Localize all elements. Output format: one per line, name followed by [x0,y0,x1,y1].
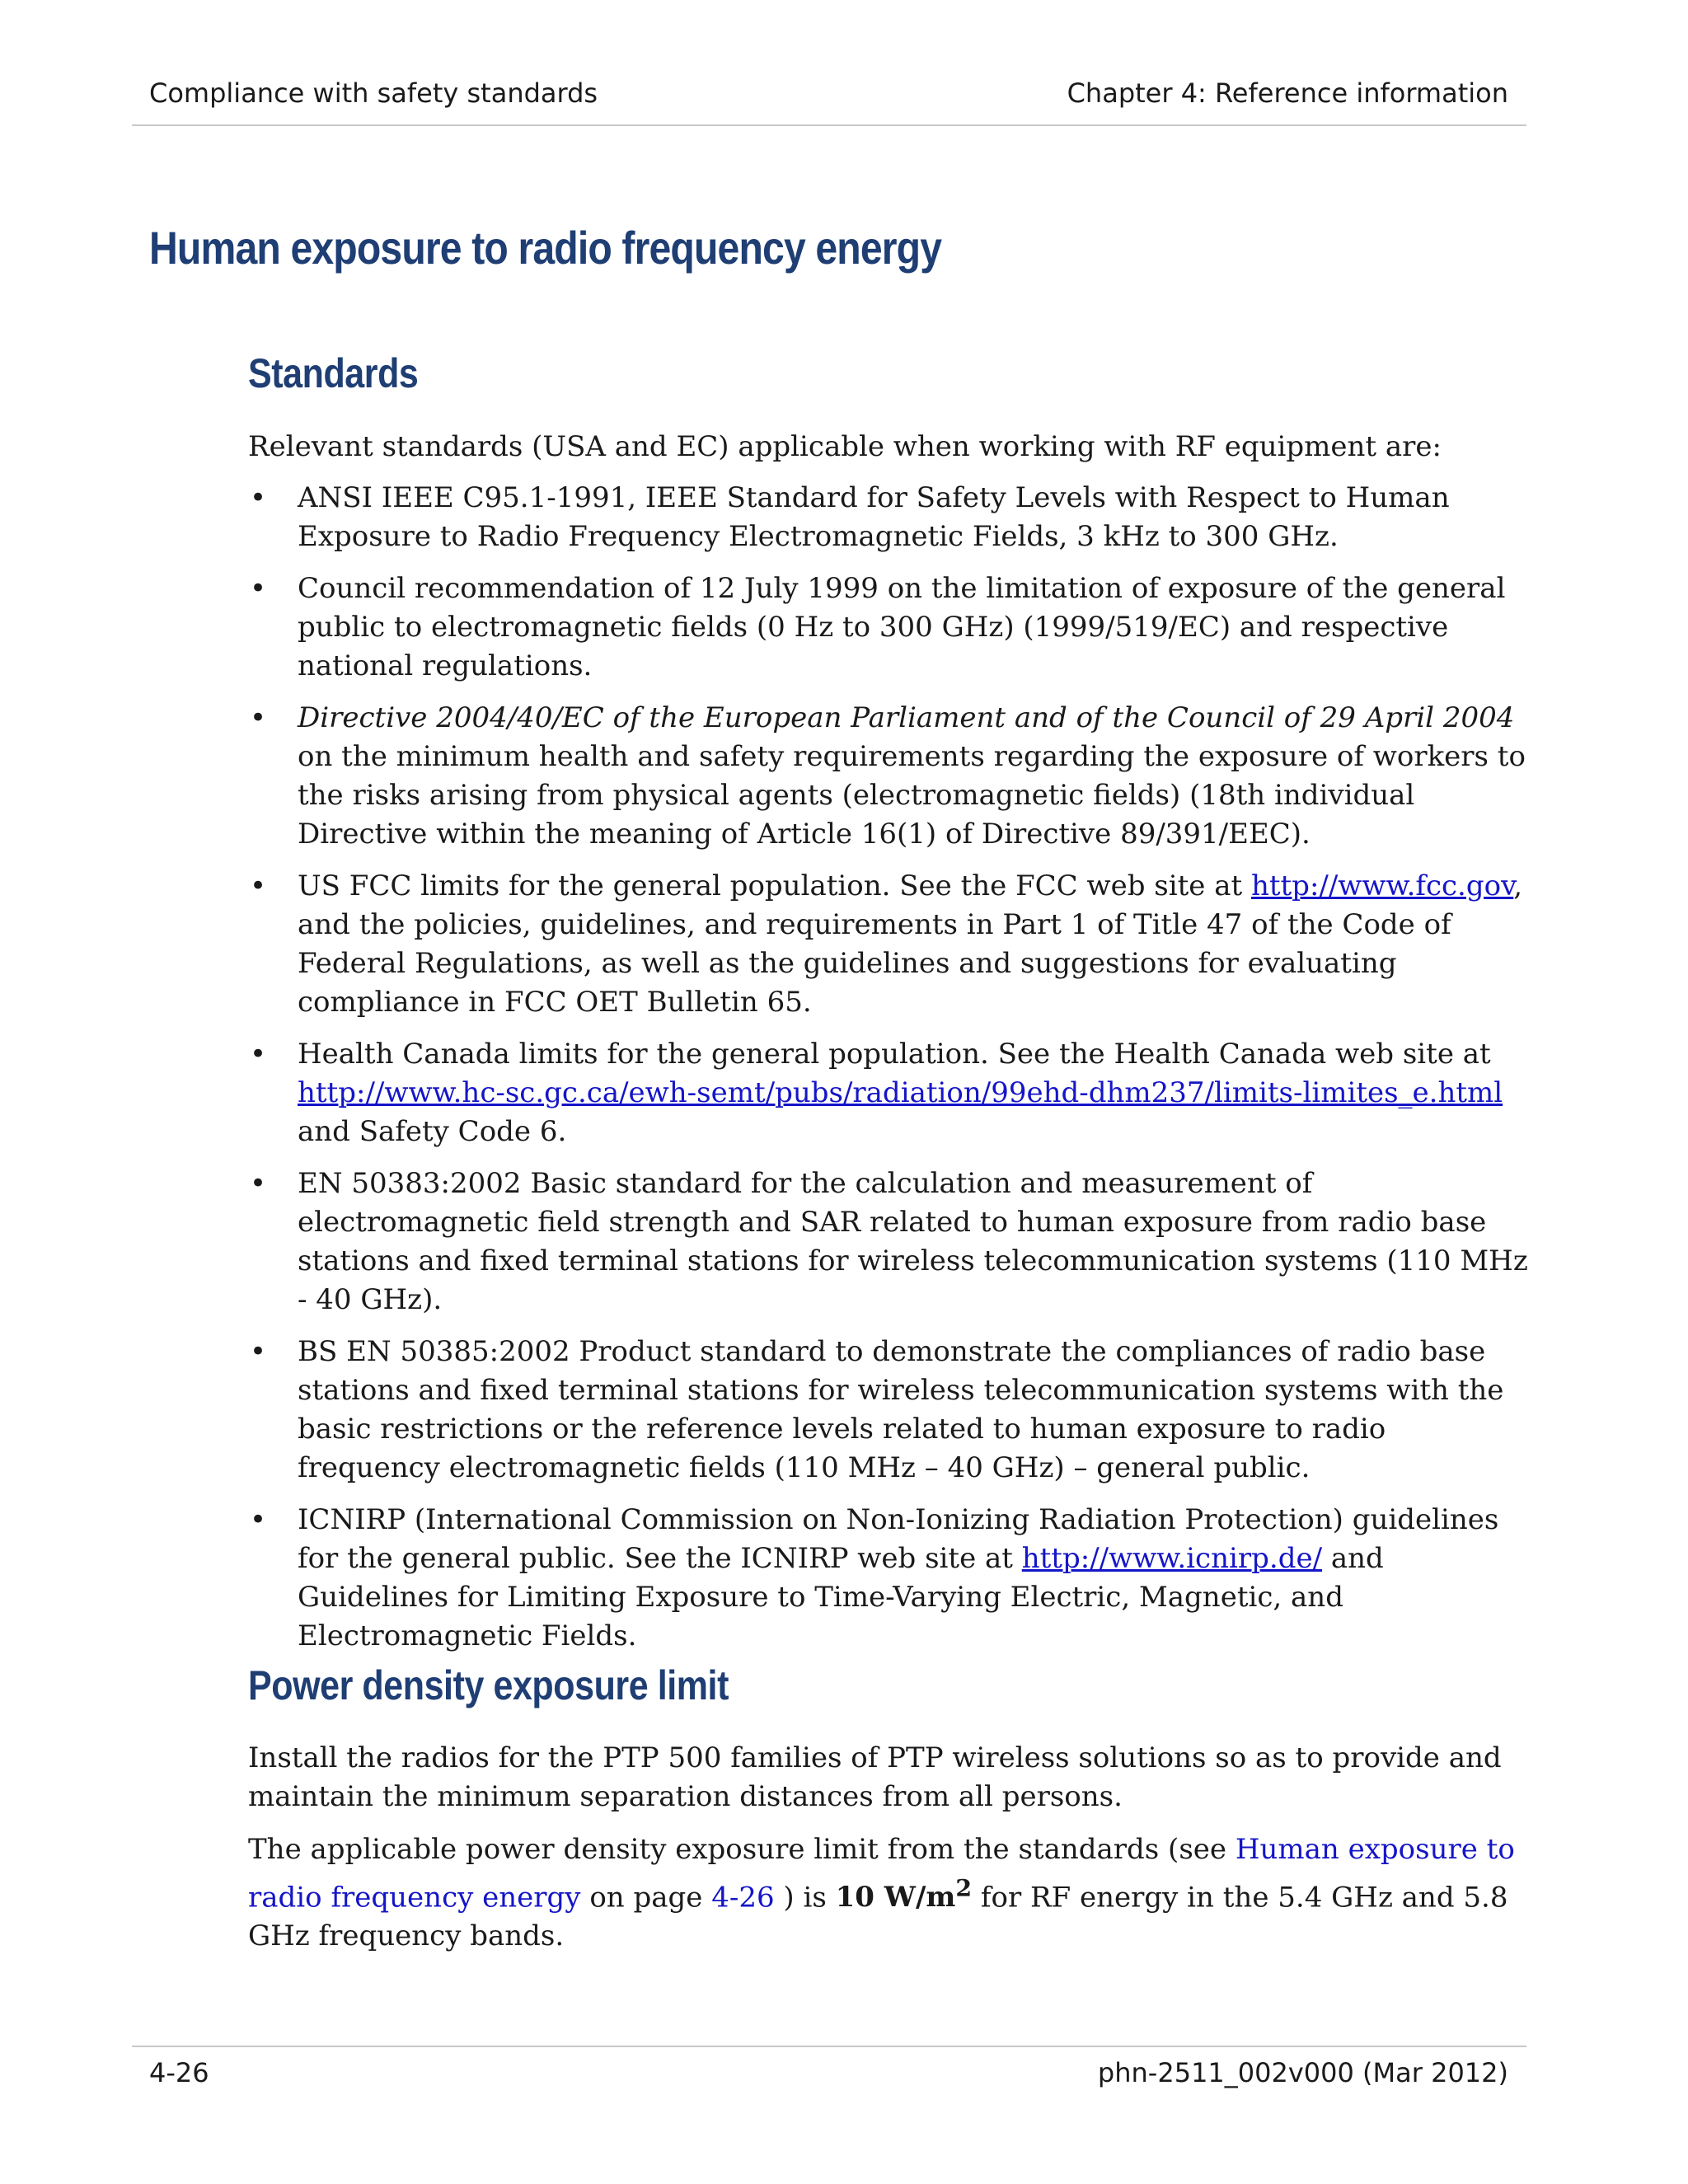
document-id: phn-2511_002v000 (Mar 2012) [1097,2057,1508,2088]
power-paragraph-1 [248,1739,1534,1816]
list-item [248,479,1534,556]
paragraph-text: The applicable power density exposure limit from the standards (see [248,1833,1236,1866]
header-section-title: Compliance with safety standards [149,77,598,109]
page-number: 4-26 [149,2057,209,2088]
header-divider [132,124,1526,126]
power-paragraph-2-text [248,1830,1534,1956]
bullet-icon: • [250,1038,267,1071]
list-item [248,569,1534,686]
standards-list [248,479,1534,1669]
paragraph-text: on page [580,1881,712,1915]
list-item-text: and Safety Code 6. [298,1115,567,1148]
list-item-text: BS EN 50385:2002 Product standard to demonstrate the compliances of radio base stations and fixed terminal stations for wireless telecommunication systems with the basic restrictions or the reference levels related to human exposure to radio frequency electromagnetic fields (110 MHz – 40 GHz) – general public. [298,1335,1504,1484]
power-limit-number: 10 W/m [835,1881,956,1915]
list-item-text: ANSI IEEE C95.1-1991, IEEE Standard for Safety Levels with Respect to Human Exposure to Radio Frequency Electromagnetic Fields, 3 kHz to 300 GHz. [298,481,1450,553]
standards-heading: Standards [248,350,419,396]
page-reference-link[interactable]: 4-26 [711,1881,775,1915]
list-item [248,867,1534,1022]
bullet-icon: • [250,572,267,605]
bullet-icon: • [250,701,267,734]
bullet-icon: • [250,1167,267,1200]
list-item-text: and Guidelines for Limiting Exposure to Time-Varying Electric, Magnetic, and Electromagnetic Fields. [298,1542,1384,1652]
running-header [132,77,1526,119]
list-item [248,1035,1534,1151]
paragraph-text: ) is [774,1881,836,1915]
bullet-icon: • [250,869,267,902]
power-paragraph-2 [248,1830,1534,1956]
standards-intro [248,428,1534,466]
cross-reference-link[interactable]: Human exposure to radio frequency energy [248,1833,1515,1915]
page-title: Human exposure to radio frequency energy [149,222,942,274]
fcc-link[interactable]: http://www.fcc.gov [1250,869,1514,902]
health-canada-link[interactable]: http://www.hc-sc.gc.ca/ewh-semt/pubs/radiation/99ehd-dhm237/limits-limites_e.html [298,1076,1503,1109]
list-item-text: ICNIRP (International Commission on Non-Ionizing Radiation Protection) guidelines for the general public. See the ICNIRP web site at [298,1503,1499,1575]
power-density-heading: Power density exposure limit [248,1662,729,1708]
bullet-icon: • [250,1503,267,1536]
list-item [248,1165,1534,1319]
header-chapter-title: Chapter 4: Reference information [1067,77,1508,109]
list-item [248,1333,1534,1488]
bullet-icon: • [250,481,267,514]
list-item-text: , and the policies, guidelines, and requirements in Part 1 of Title 47 of the Code of Federal Regulations, as well as the guidelines and suggestions for evaluating compliance in FCC OET Bulletin 65. [298,869,1523,1019]
list-item-text: Council recommendation of 12 July 1999 on the limitation of exposure of the general public to electromagnetic fields (0 Hz to 300 GHz) (1999/519/EC) and respective national regulations. [298,572,1506,682]
bullet-icon: • [250,1335,267,1368]
directive-title: Directive 2004/40/EC of the European Parliament and of the Council of 29 April 2004 [298,701,1515,734]
list-item-text: Health Canada limits for the general population. See the Health Canada web site at [298,1038,1491,1071]
standards-intro-text: Relevant standards (USA and EC) applicable when working with RF equipment are: [248,430,1442,463]
power-limit-exponent: 2 [955,1874,973,1902]
paragraph-text: for RF energy in the 5.4 GHz and 5.8 GHz frequency bands. [248,1881,1508,1953]
footer-divider [132,2046,1526,2047]
list-item-text: EN 50383:2002 Basic standard for the calculation and measurement of electromagnetic field strength and SAR related to human exposure from radio base stations and fixed terminal stations for wireless telecommunication systems (110 MHz - 40 GHz). [298,1167,1528,1316]
list-item-text: on the minimum health and safety requirements regarding the exposure of workers to the risks arising from physical agents (electromagnetic fields) (18th individual Directive within the meaning of Article 16(1) of Directive 89/391/EEC). [298,740,1526,851]
running-footer [132,2057,1526,2098]
icnirp-link[interactable]: http://www.icnirp.de/ [1021,1542,1323,1575]
power-paragraph-1-text: Install the radios for the PTP 500 families of PTP wireless solutions so as to provide and maintain the minimum separation distances from all persons. [248,1741,1502,1813]
list-item [248,1501,1534,1656]
list-item-text: US FCC limits for the general population. See the FCC web site at [298,869,1251,902]
list-item [248,699,1534,854]
power-limit-value [835,1874,973,1915]
